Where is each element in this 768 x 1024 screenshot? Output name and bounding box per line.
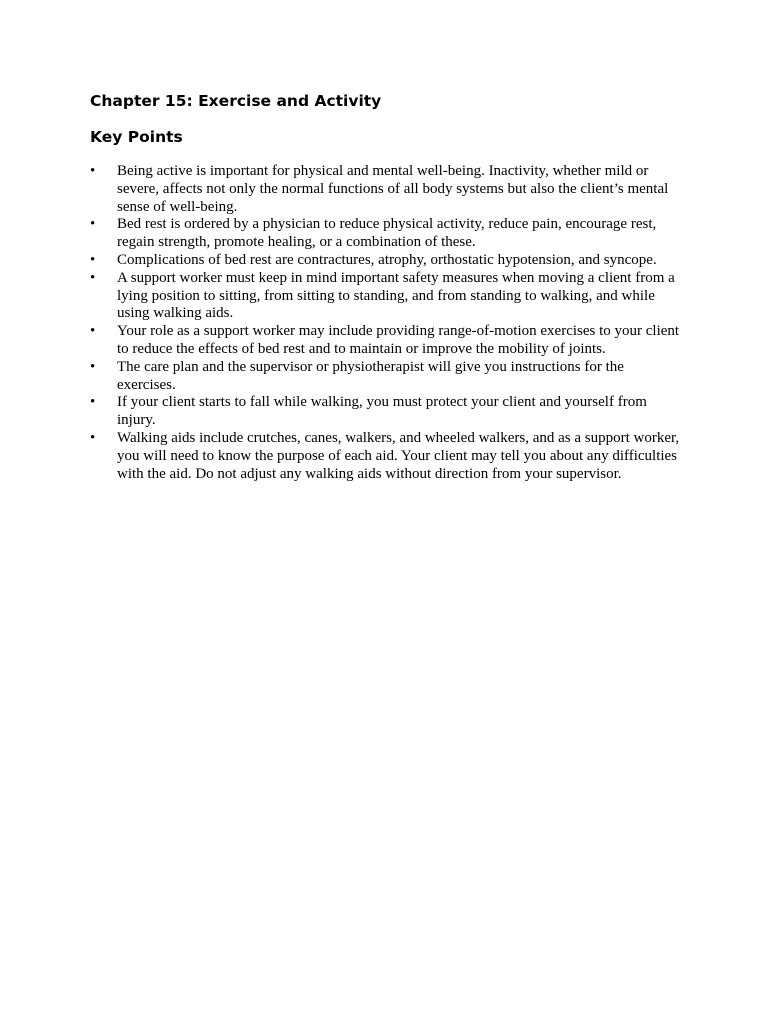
list-item (90, 270, 680, 323)
list-item (90, 323, 680, 359)
list-item-text: If your client starts to fall while walking, you must protect your client and yourself from injury. (117, 394, 647, 429)
key-points-list (90, 163, 680, 483)
chapter-title: Chapter 15: Exercise and Activity (90, 92, 382, 110)
bullet-icon: • (90, 163, 96, 179)
list-item-text: The care plan and the supervisor or physiotherapist will give you instructions for the exercises. (117, 358, 624, 393)
list-item-text: Bed rest is ordered by a physician to reduce physical activity, reduce pain, encourage rest, regain strength, promote healing, or a combination of these. (117, 216, 657, 251)
list-item (90, 430, 680, 483)
bullet-icon: • (90, 429, 96, 446)
bullet-icon: • (90, 323, 96, 340)
list-item (90, 394, 680, 430)
list-item-text: Your role as a support worker may include providing range-of-motion exercises to your client to reduce the effects of bed rest and to maintain or improve the mobility of joints. (117, 323, 680, 357)
list-item (90, 252, 680, 270)
list-item-text: Being active is important for physical and mental well-being. Inactivity, whether mild or severe, affects not only the normal functions of all body systems but also the client’s mental sense of well-being. (117, 163, 669, 215)
list-item-text: A support worker must keep in mind important safety measures when moving a client from a lying position to sitting, from sitting to standing, and from standing to walking, and while using walking aids. (117, 269, 675, 322)
bullet-icon: • (90, 358, 96, 375)
section-heading-key-points: Key Points (90, 128, 183, 146)
list-item-text: Complications of bed rest are contractures, atrophy, orthostatic hypotension, and syncope. (117, 251, 657, 268)
document-body (90, 90, 680, 483)
bullet-icon: • (90, 394, 96, 411)
list-item (90, 163, 680, 216)
list-item (90, 216, 680, 252)
list-item (90, 359, 680, 395)
bullet-icon: • (90, 216, 96, 233)
bullet-icon: • (90, 269, 96, 286)
bullet-icon: • (90, 251, 96, 268)
list-item-text: Walking aids include crutches, canes, walkers, and wheeled walkers, and as a support worker, you will need to know the purpose of each aid. Your client may tell you about any difficulties with the aid. Do not adjust any walking aids without direction from your supervisor. (117, 429, 680, 482)
